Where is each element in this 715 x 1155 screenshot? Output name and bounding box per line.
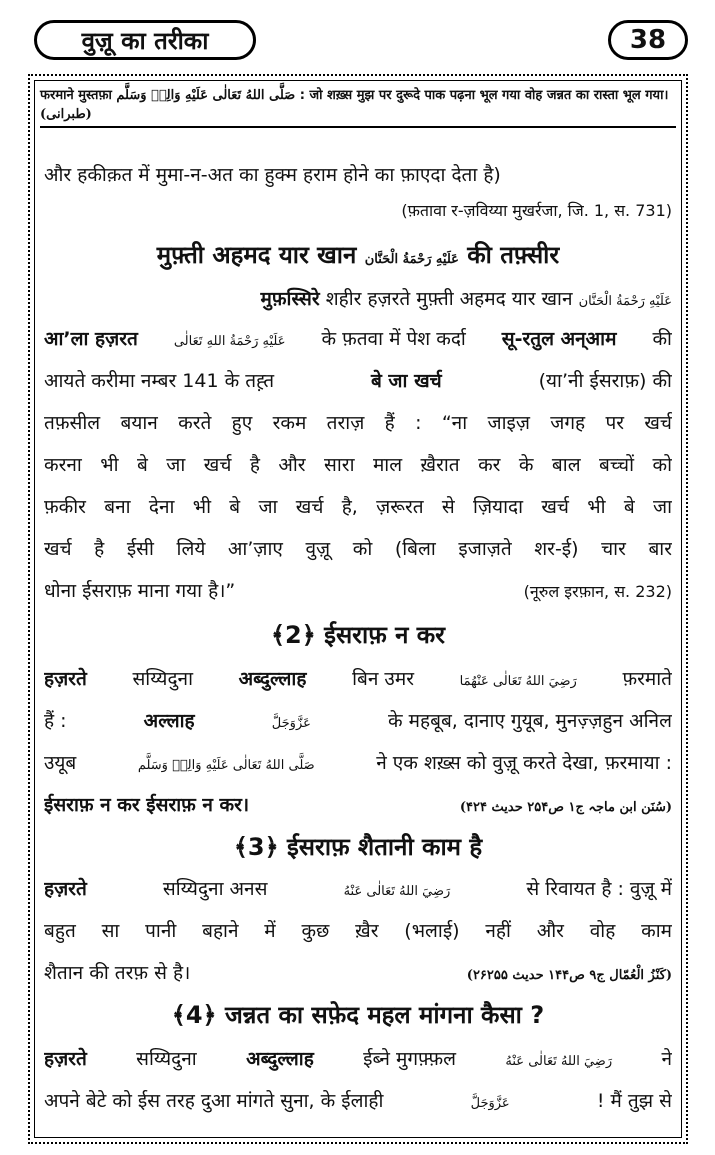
section-1-line-2-text: के फ़तवा में पेश कर्दा [321, 328, 466, 350]
banner-text: : जो शख़्स मुझ पर दुरूदे पाक पढ़ना भूल गया वोह जन्नत का रास्ता भूल गया। [299, 88, 669, 103]
allah-bold: अल्लाह [143, 710, 195, 732]
section-2-line-3 [44, 748, 672, 781]
section-2-line-2 [44, 706, 672, 739]
section-3-line-1 [44, 874, 672, 907]
ala-hazrat-bold: आ’ला हज़रत [44, 328, 138, 350]
section-1-citation: (नूरुल इरफ़ान, स. 232) [523, 582, 672, 601]
hazrate-bold: हज़रते [44, 668, 87, 690]
page-number: 38 [608, 20, 688, 60]
page-header-title: वुज़ू का तरीका [34, 20, 256, 60]
section-2-line-1-text: सय्यिदुना [132, 668, 194, 690]
banner-honorific: صَلَّى اللهُ تَعَالٰى عَلَيْهِ وَالِهٖ وَسَلَّم [116, 88, 296, 103]
israf-na-kar-bold: ईसराफ़ न कर ईसराफ़ न कर। [44, 794, 250, 816]
section-3-line-1-text: सय्यिदुना अनस [162, 878, 268, 900]
section-1-line-2-end: की [652, 328, 672, 350]
section-2-line-1-end: फ़रमाते [622, 668, 672, 690]
section-1-line-1-text: शहीर हज़रते मुफ़्ती अहमद यार खान [325, 288, 573, 310]
section-1-line-3-end: (या’नी ईसराफ़) की [538, 370, 672, 392]
mufassir-bold: मुफ़स्सिरे [260, 288, 320, 310]
section-2-line-4 [44, 790, 672, 823]
section-4-line-2-text: अपने बेटे को ईस तरह दुआ मांगते सुना, के ईलाही [44, 1090, 384, 1112]
section-2-line-3-text: ने एक शख़्स को वुज़ू करते देखा, फ़रमाया : [376, 752, 672, 774]
section-1-line-1 [44, 284, 672, 317]
section-1-line-6: फ़कीर बना देना भी बे जा खर्च है, ज़रूरत से ज़ियादा खर्च भी बे जा [44, 496, 672, 518]
section-3-line-2: बहुत सा पानी बहाने में कुछ ख़ैर (भलाई) नहीं और वोह काम [44, 920, 672, 942]
section-1-line-2 [44, 324, 672, 357]
section-3-line-3-text: शैतान की तरफ़ से है। [44, 962, 191, 984]
section-2-line-2-start: हैं : [44, 710, 67, 732]
section-4-line-1-honorific: رَضِيَ اللهُ تَعَالٰى عَنْهُ [505, 1054, 613, 1069]
banner-divider [40, 126, 676, 128]
hazrate-bold-4: हज़रते [44, 1048, 87, 1070]
intro-citation: (फ़तावा र-ज़विय्या मुखर्रजा, जि. 1, स. 731) [401, 201, 672, 220]
section-4-line-1 [44, 1044, 672, 1077]
section-1-heading-honorific: عَلَيْهِ رَحْمَةُ الْحَنَّان [364, 252, 459, 267]
section-2-line-3-start: उयूब [44, 752, 77, 774]
section-2-line-2-text: के महबूब, दानाए गुयूब, मुनज़्ज़हुन अनिल [388, 710, 672, 732]
section-2-heading: ﴾2﴿ ईसराफ़ न कर [270, 621, 445, 649]
section-2-line-1 [44, 664, 672, 697]
abdullah-bold: अब्दुल्लाह [238, 668, 307, 690]
section-4-line-2 [44, 1086, 672, 1119]
section-1-line-1-honorific: عَلَيْهِ رَحْمَةُ الْحَنَّان [578, 294, 672, 309]
section-4-line-1-text: सय्यिदुना [136, 1048, 197, 1070]
section-1-heading-start: मुफ़्ती अहमद यार खान [156, 241, 357, 269]
section-2-line-3-honorific: صَلَّى اللهُ تَعَالٰى عَلَيْهِ وَالِهٖ وَسَلَّم [137, 758, 315, 773]
section-4-line-2-honorific: عَزَّوَجَلَّ [470, 1096, 510, 1111]
abdullah-bold-4: अब्दुल्लाह [246, 1048, 314, 1070]
section-1-heading [44, 238, 672, 277]
section-3-citation: (کَنْزُ الْعُمّال ج۹ ص۱۴۴ حدیث ۲۶۲۵۵) [466, 968, 672, 983]
section-4-heading: ﴾4﴿ जन्नत का सफ़ेद महल मांगना कैसा ? [171, 1001, 545, 1029]
section-4-line-1-end: ने [661, 1048, 672, 1070]
section-3-line-3 [44, 958, 672, 991]
section-4-line-2-end: ! मैं तुझ से [596, 1090, 672, 1112]
banner-source: (طبرانی) [40, 107, 92, 122]
section-2-line-1-honorific: رَضِيَ اللهُ تَعَالٰى عَنْهُمَا [459, 674, 577, 689]
section-2-line-1-text-2: बिन उमर [352, 668, 414, 690]
section-1-line-3-text: आयते करीमा नम्बर 141 के तह़्त [44, 370, 275, 392]
section-1-line-7: खर्च है ईसी लिये आ’ज़ाए वुज़ू को (बिला इजाज़ते शर-ई) चार बार [44, 538, 672, 560]
section-2-line-2-honorific: عَزَّوَجَلَّ [271, 716, 311, 731]
section-3-line-1-end: से रिवायत है : वुज़ू में [526, 878, 672, 900]
surah-anam-bold: सू-रतुल अन्आम [501, 328, 617, 350]
section-1-line-5: करना भी बे जा खर्च है और सारा माल ख़ैरात कर के बाल बच्चों को [44, 454, 672, 476]
section-1-heading-end: की तफ़्सीर [467, 241, 560, 269]
section-3-line-1-honorific: رَضِيَ اللهُ تَعَالٰى عَنْهُ [343, 884, 451, 899]
section-1-line-8 [44, 576, 672, 607]
section-1-line-8-text: धोना ईसराफ़ माना गया है।” [44, 580, 236, 602]
banner-label: फरमाने मुस्तफ़ा [40, 88, 112, 103]
intro-line-1: और हकीक़त में मुमा-न-अत का हुक्म हराम होने का फ़ाएदा देता है) [44, 164, 501, 186]
section-1-line-4: तफ़सील बयान करते हुए रकम तराज़ हैं : “ना जाइज़ जगह पर खर्च [44, 412, 672, 434]
section-1-line-2-honorific: عَلَيْهِ رَحْمَةُ اللهِ تَعَالٰى [173, 334, 286, 349]
farmane-mustafa-banner [40, 86, 676, 124]
section-1-line-3 [44, 366, 672, 396]
be-ja-kharch-bold: बे जा खर्च [370, 370, 442, 392]
section-2-citation: (سُنَن ابن ماجہ ج۱ ص۲۵۴ حدیث ۴۲۴) [459, 800, 672, 815]
hazrate-bold-3: हज़रते [44, 878, 87, 900]
section-4-line-1-text-2: ईब्ने मुगफ़्फ़ल [363, 1048, 457, 1070]
section-3-heading: ﴾3﴿ ईसराफ़ शैतानी काम है [233, 833, 483, 861]
